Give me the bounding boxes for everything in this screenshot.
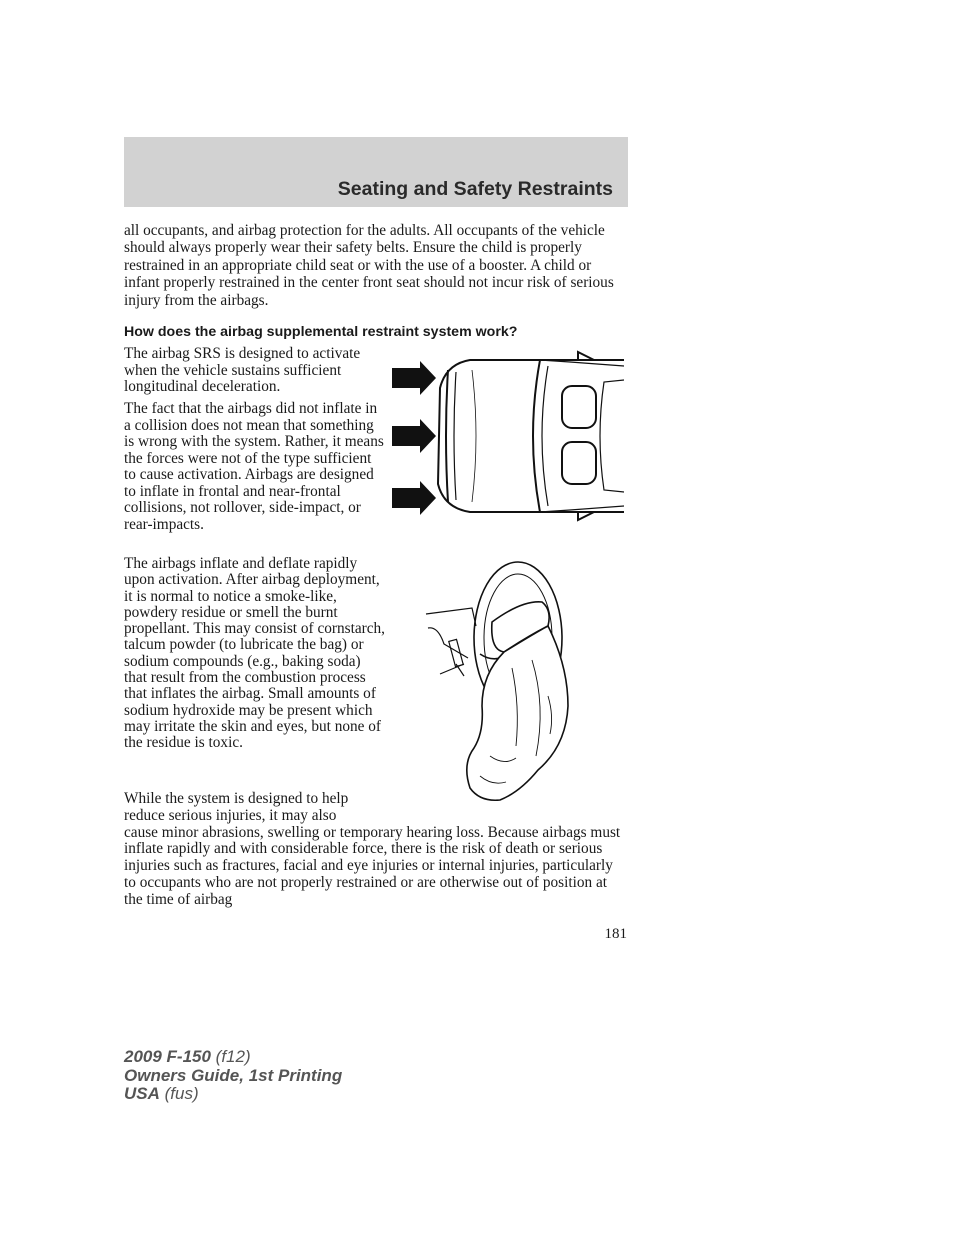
intro-paragraph: all occupants, and airbag protection for the adults. All occupants of the vehicle should always properly wear their safety belts. Ensure the child is properly restrained in an appropriate child seat or with the use of a booster. A child or infant properly restrained in the center front seat should not incur risk of serious injury from the airbags. <box>124 222 614 309</box>
header-band <box>124 137 628 207</box>
vehicle-outline <box>438 352 624 520</box>
frontal-impact-illustration <box>390 348 624 524</box>
paragraph-activation: The airbag SRS is designed to activate when the vehicle sustains sufficient longitudinal deceleration. <box>124 345 361 395</box>
airbag-cushion <box>467 602 568 800</box>
footer-line-guide: Owners Guide, 1st Printing <box>124 1065 343 1085</box>
paragraph-injuries-rest: cause minor abrasions, swelling or temporary hearing loss. Because airbags must inflate rapidly and with considerable force, there is the risk of death or serious injuries such as fractures, facial and eye injuries or internal injuries, particularly to occupants who are not properly restrained or are otherwise out of position at the time of airbag <box>124 823 621 908</box>
dashboard-column <box>426 608 476 676</box>
paragraph-residue: The airbags inflate and deflate rapidly upon activation. After airbag deployment, it is normal to notice a smoke-like, powdery residue or smell the burnt propellant. This may consist of cornstarch, talcum powder (to lubricate the bag) or sodium compounds (e.g., baking soda) that result from the combustion process that inflates the airbag. Small amounts of sodium hydroxide may be present which may irritate the skin and eyes, but none of the residue is toxic. <box>124 555 385 752</box>
footer-line-model: 2009 F-150 (f12) <box>124 1047 251 1066</box>
paragraph-injuries <box>124 791 624 909</box>
footer <box>124 1048 342 1104</box>
paragraph-injuries-start: While the system is designed to help reduce serious injuries, it may also <box>124 790 349 824</box>
section-title: Seating and Safety Restraints <box>337 178 613 200</box>
arrow-icon <box>392 481 436 515</box>
section-heading: How does the airbag supplemental restraint system work? <box>124 324 518 340</box>
footer-line-region: USA (fus) <box>124 1084 199 1103</box>
arrow-icon <box>392 361 436 395</box>
impact-arrows <box>392 361 436 515</box>
page-number: 181 <box>604 926 627 942</box>
deployed-airbag-illustration <box>420 556 580 806</box>
arrow-icon <box>392 419 436 453</box>
paragraph-no-inflation: The fact that the airbags did not inflate in a collision does not mean that something is wrong with the system. Rather, it means the forces were not of the type sufficient to cause activation. Airbags are designed to inflate in frontal and near-frontal collisions, not rollover, side-impact, or rear-impacts. <box>124 400 384 533</box>
